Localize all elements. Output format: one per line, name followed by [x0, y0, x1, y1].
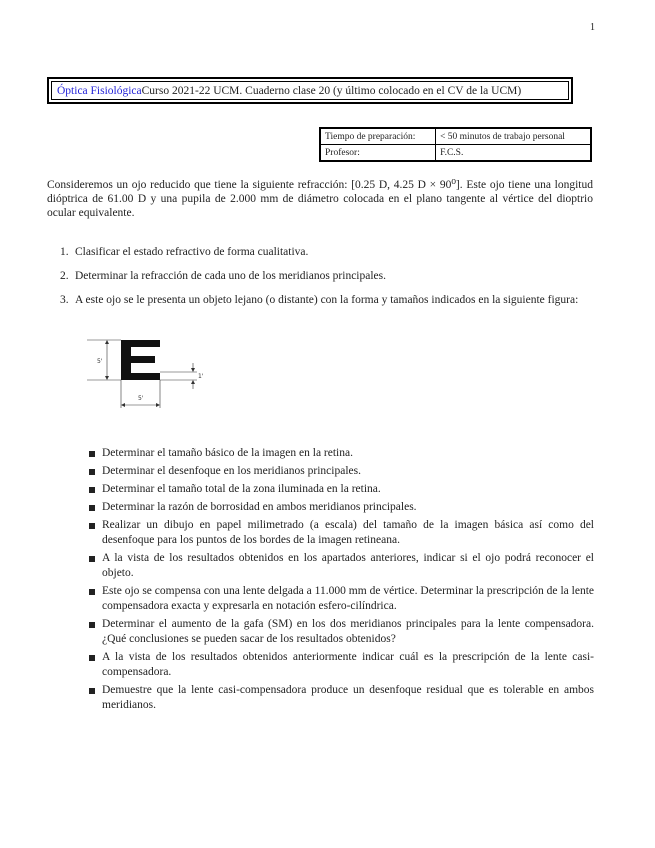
task-text: Determinar el tamaño total de la zona iluminada en la retina. [102, 483, 381, 495]
task-text: Determinar la razón de borrosidad en ambos meridianos principales. [102, 501, 417, 513]
bullet-square-icon [89, 688, 95, 694]
bullet-square-icon [89, 523, 95, 529]
task-text: Este ojo se compensa con una lente delgada a 11.000 mm de vértice. Determinar la prescripción de la lente compensadora exacta y expresarla en notación esfero-cilíndrica. [102, 585, 594, 612]
bullet-square-icon [89, 505, 95, 511]
title-inner [51, 81, 569, 100]
bullet-square-icon [89, 556, 95, 562]
task-text: Determinar el desenfoque en los meridianos principales. [102, 465, 361, 477]
height-arrow-bottom [105, 376, 109, 380]
bullet-square-icon [89, 589, 95, 595]
page-number: 1 [590, 22, 595, 33]
question-number: 3. [60, 294, 69, 306]
task-item [89, 617, 594, 647]
task-item [89, 518, 594, 548]
bullet-square-icon [89, 451, 95, 457]
task-item [89, 650, 594, 680]
question-number: 1. [60, 246, 69, 258]
info-label: Profesor: [320, 145, 436, 162]
info-row [320, 128, 591, 145]
course-link[interactable]: Óptica Fisiológica [57, 84, 142, 97]
width-label: 5' [138, 395, 144, 402]
task-item [89, 464, 594, 479]
bullet-square-icon [89, 487, 95, 493]
task-item [89, 500, 594, 515]
task-item [89, 482, 594, 497]
width-arrow-left [121, 403, 125, 407]
question-text: Determinar la refracción de cada uno de los meridianos principales. [75, 270, 387, 282]
letter-e-figure [85, 334, 215, 412]
letter-e-shape [121, 340, 160, 380]
task-item [89, 683, 594, 713]
height-label: 5' [97, 358, 103, 365]
height-arrow-top [105, 340, 109, 344]
bullet-square-icon [89, 655, 95, 661]
bullet-square-icon [89, 622, 95, 628]
info-row [320, 145, 591, 162]
question-text: Clasificar el estado refractivo de forma cualitativa. [75, 246, 309, 258]
info-value: < 50 minutos de trabajo personal [436, 128, 591, 145]
task-text: A la vista de los resultados obtenidos anteriormente indicar cuál es la prescripción de la lente casi-compensadora. [102, 651, 594, 678]
question-number: 2. [60, 270, 69, 282]
task-text: Determinar el aumento de la gafa (SM) en los dos meridianos principales para la lente compensadora. ¿Qué conclusiones se pueden sacar de los resultados obtenidos? [102, 618, 594, 645]
task-text: A la vista de los resultados obtenidos en los apartados anteriores, indicar si el ojo podrá reconocer el objeto. [102, 552, 594, 579]
stroke-arrow-top [191, 368, 195, 372]
info-value: F.C.S. [436, 145, 591, 162]
info-table [319, 127, 592, 162]
task-text: Determinar el tamaño básico de la imagen en la retina. [102, 447, 353, 459]
width-arrow-right [156, 403, 160, 407]
bullet-square-icon [89, 469, 95, 475]
task-text: Demuestre que la lente casi-compensadora produce un desenfoque residual que es tolerable en ambos meridianos. [102, 684, 594, 711]
intro-paragraph: Consideremos un ojo reducido que tiene la siguiente refracción: [0.25 D, 4.25 D × 90⁰]. Este ojo tiene una longitud dióptrica de 61.00 D y una pupila de 2.000 mm de diámetro colocada en el plano tangente al vértice del dioptrio ocular equivalente. [47, 179, 593, 219]
task-item [89, 551, 594, 581]
stroke-label: 1' [198, 373, 204, 380]
task-item [89, 584, 594, 614]
title-text: Curso 2021-22 UCM. Cuaderno clase 20 (y último colocado en el CV de la UCM) [141, 84, 522, 97]
task-text: Realizar un dibujo en papel milimetrado (a escala) del tamaño de la imagen básica así como del desenfoque para los puntos de los bordes de la imagen retineana. [102, 519, 594, 546]
task-item [89, 446, 594, 461]
question-text: A este ojo se le presenta un objeto lejano (o distante) con la forma y tamaños indicados en la siguiente figura: [75, 294, 579, 306]
task-list [89, 446, 594, 716]
title-box [47, 77, 573, 104]
stroke-arrow-bottom [191, 380, 195, 384]
info-label: Tiempo de preparación: [320, 128, 436, 145]
